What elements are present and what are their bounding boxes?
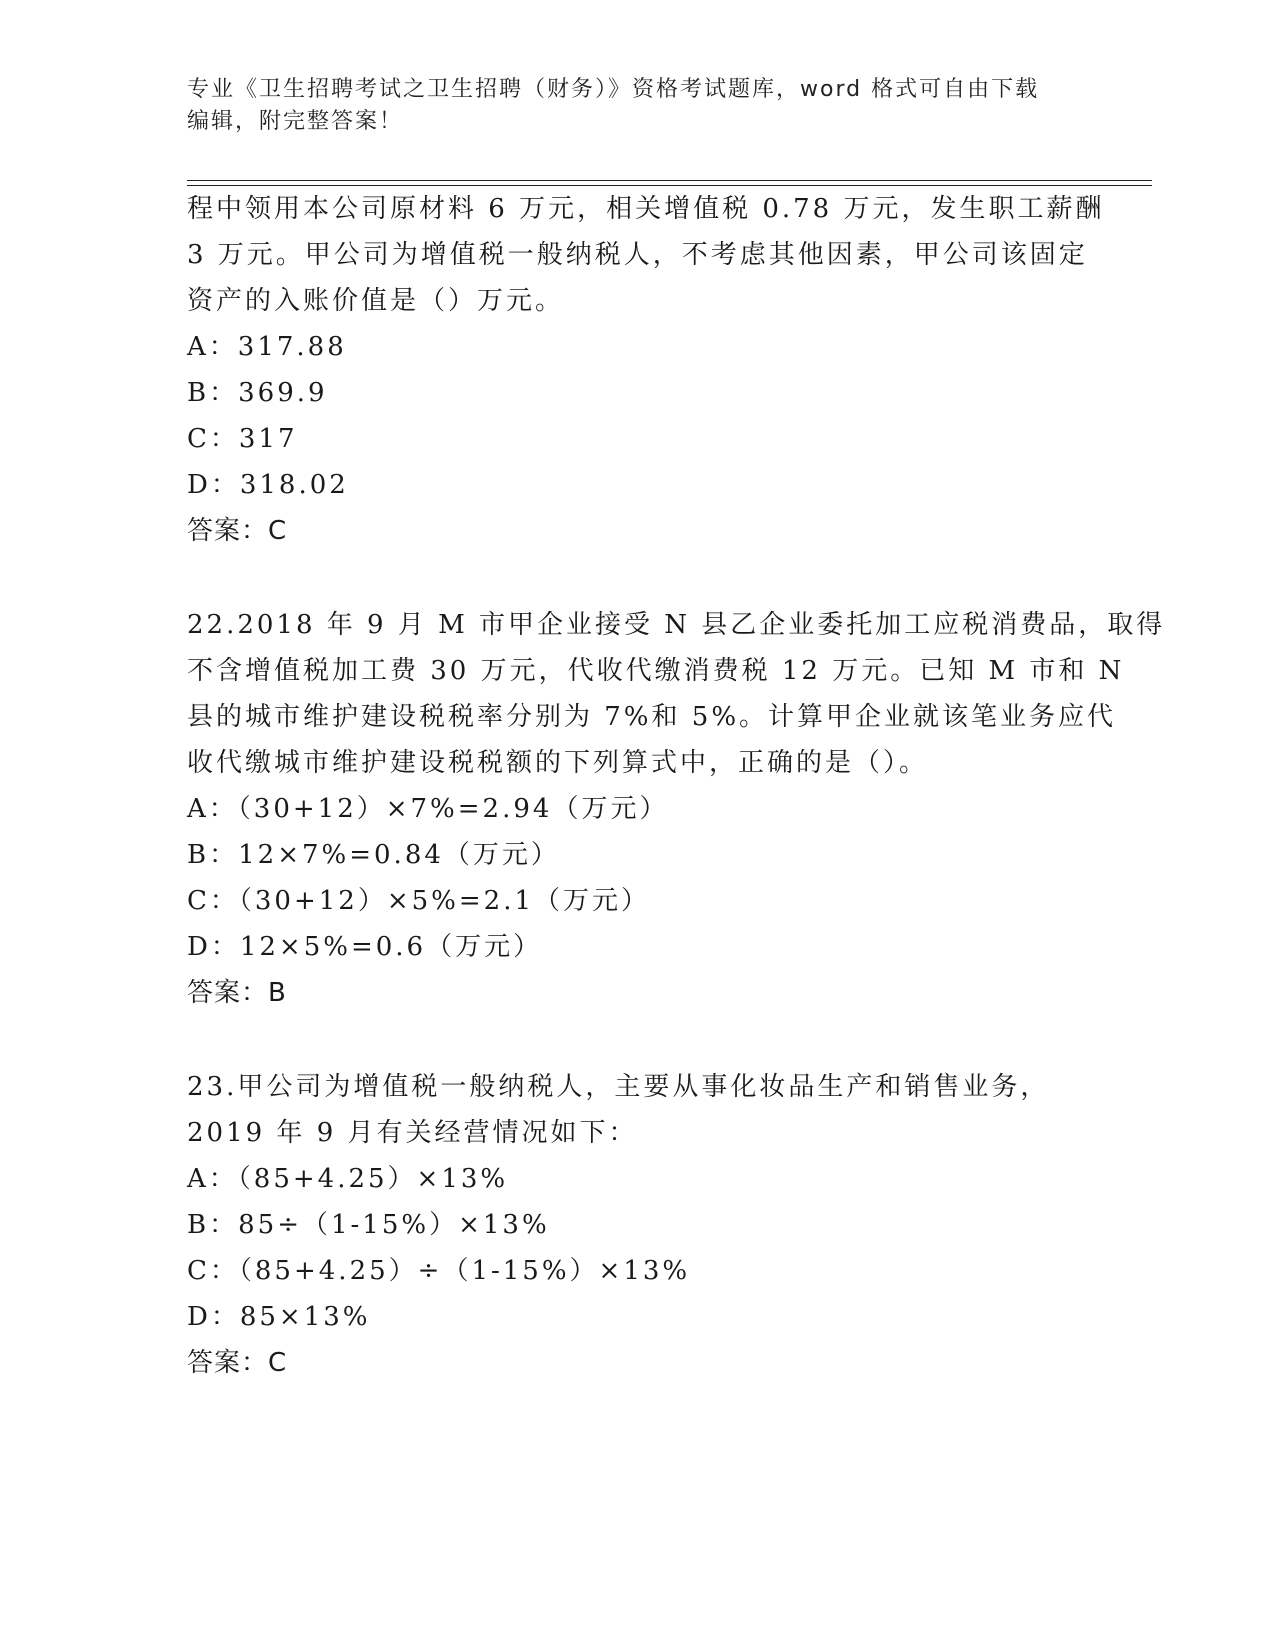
option-a: A：（30+12）×7%=2.94（万元） — [187, 794, 669, 824]
answer-line: 答案：C — [187, 516, 288, 546]
answer-line: 答案：B — [187, 978, 287, 1008]
header-line-1: 专业《卫生招聘考试之卫生招聘（财务）》资格考试题库，word 格式可自由下载 — [187, 77, 1040, 102]
header-divider-top — [187, 180, 1152, 181]
spacer — [187, 1016, 1107, 1064]
question-block — [187, 186, 1107, 554]
header-line-2: 编辑，附完整答案！ — [187, 109, 404, 134]
option-c: C：317 — [187, 424, 298, 454]
option-b: B：85÷（1-15%）×13% — [187, 1210, 550, 1240]
option-d: D：12×5%=0.6（万元） — [187, 932, 543, 962]
question-stem-line: 程中领用本公司原材料 6 万元，相关增值税 0.78 万元，发生职工薪酬 — [187, 194, 1105, 224]
option-b: B：369.9 — [187, 378, 328, 408]
option-c: C：（85+4.25）÷（1-15%）×13% — [187, 1256, 691, 1286]
question-stem-line: 23.甲公司为增值税一般纳税人，主要从事化妆品生产和销售业务， — [187, 1072, 1050, 1102]
question-stem-line: 22.2018 年 9 月 M 市甲企业接受 N 县乙企业委托加工应税消费品，取得 — [187, 610, 1166, 640]
question-block — [187, 1064, 1107, 1386]
question-stem-line: 收代缴城市维护建设税税额的下列算式中，正确的是（）。 — [187, 748, 929, 778]
spacer — [187, 554, 1107, 602]
answer-line: 答案：C — [187, 1348, 288, 1378]
option-b: B：12×7%=0.84（万元） — [187, 840, 560, 870]
question-block — [187, 602, 1166, 1016]
option-a: A：（85+4.25）×13% — [187, 1164, 509, 1194]
question-stem-line: 不含增值税加工费 30 万元，代收代缴消费税 12 万元。已知 M 市和 N — [187, 656, 1125, 686]
option-d: D：318.02 — [187, 470, 349, 500]
question-stem-line: 3 万元。甲公司为增值税一般纳税人，不考虑其他因素，甲公司该固定 — [187, 240, 1088, 270]
option-c: C：（30+12）×5%=2.1（万元） — [187, 886, 651, 916]
option-a: A：317.88 — [187, 332, 347, 362]
document-header — [187, 74, 1087, 138]
question-stem-line: 资产的入账价值是（）万元。 — [187, 286, 565, 316]
question-stem-line: 2019 年 9 月有关经营情况如下： — [187, 1118, 638, 1148]
option-d: D：85×13% — [187, 1302, 371, 1332]
question-stem-line: 县的城市维护建设税税率分别为 7%和 5%。计算甲企业就该笔业务应代 — [187, 702, 1117, 732]
question-list — [187, 186, 1166, 1386]
